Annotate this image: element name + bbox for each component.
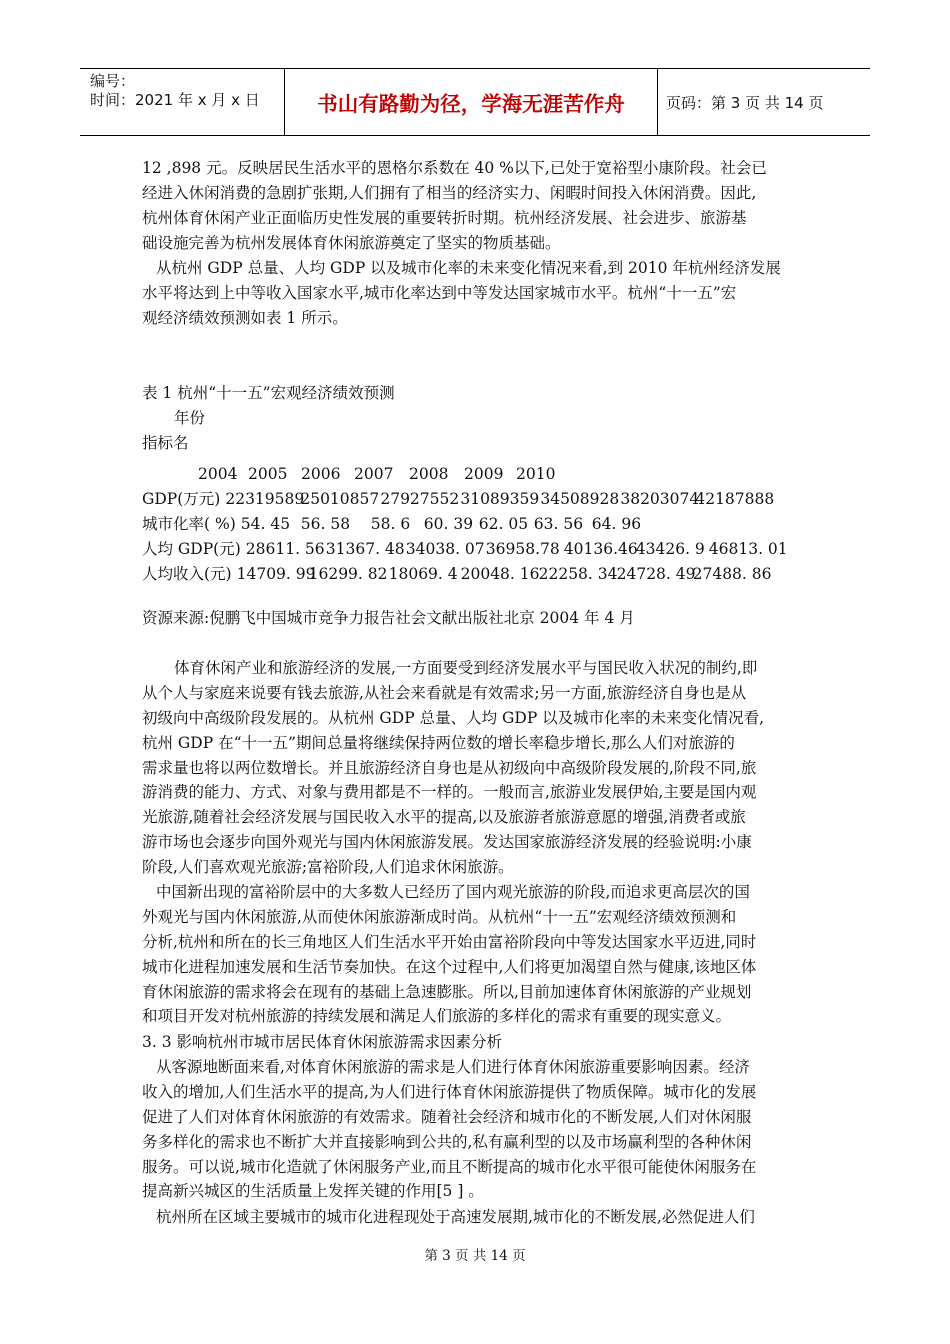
page-footer: 第 3 页 共 14 页 [424,1248,526,1264]
table-cell: 25010857 [300,489,380,508]
text-line: 光旅游,随着社会经济发展与国民收入水平的提高,以及旅游者旅游意愿的增强,消费者或旅 [142,808,746,827]
table-cell: 63. 56 [533,514,584,533]
page-header [80,68,870,136]
table-cell: 64. 96 [591,514,642,533]
table-source [142,606,812,631]
document-date-label: 时间：2021 年 x 月 x 日 [90,91,260,109]
table-cell: 34038. 07 [405,539,485,558]
header-page-label: 页码：第 3 页 共 14 页 [666,93,824,112]
table-cell: 31089359 [460,489,540,508]
text-line: 初级向中高级阶段发展的。从杭州 GDP 总量、人均 GDP 以及城市化率的未来变化情况看, [142,708,765,727]
text-line: 体育休闲产业和旅游经济的发展,一方面要受到经济发展水平与国民收入状况的制约,即 [174,659,758,677]
row-label: 人均收入(元) [142,564,232,583]
text-line: 从个人与家庭来说要有钱去旅游,从社会来看就是有效需求;另一方面,旅游经济自身也是从 [142,683,747,702]
table-cell: 34508928 [540,489,620,508]
table-cell: 31367. 48 [325,539,405,558]
paragraph-1 [142,156,812,256]
year-cell: 2007 [354,464,394,483]
text-line: 中国新出现的富裕阶层中的大多数人已经历了国内观光旅游的阶段,而追求更高层次的国 [156,883,750,901]
table-cell: 20048. 16 [460,564,540,583]
table-cell: 24728. 49 [616,564,696,583]
text-line: 外观光与国内休闲旅游,从而使休闲旅游渐成时尚。从杭州“十一五”宏观经济绩效预测和 [142,907,737,926]
table-cell: 60. 39 [423,514,474,533]
text-line: 杭州所在区域主要城市的城市化进程现处于高速发展期,城市化的不断发展,必然促进人们 [156,1208,755,1226]
paragraph-6 [142,1205,812,1230]
table-cell: 22319589 [225,489,305,508]
text-line: 观经济绩效预测如表 1 所示。 [142,308,348,327]
table-cell: 16299. 82 [308,564,388,583]
year-cell: 2008 [409,464,449,483]
table-header-indicator: 指标名 [142,433,189,452]
row-label: GDP(万元) [142,489,221,508]
table-cell: 58. 6 [370,514,411,533]
header-motto: 书山有路勤为径，学海无涯苦作舟 [284,69,658,135]
paragraph-2 [142,256,812,331]
text-line: 游市场也会逐步向国外观光与国内休闲旅游发展。发达国家旅游经济发展的经验说明:小康 [142,833,752,852]
paragraph-3 [142,656,812,880]
table-cell: 56. 58 [300,514,351,533]
table-cell: 28611. 56 [245,539,325,558]
year-cell: 2010 [516,464,556,483]
text-line: 需求量也将以两位数增长。并且旅游经济自身也是从初级向中高级阶段发展的,阶段不同,旅 [142,758,757,777]
table-row [142,562,812,587]
paragraph-4 [142,880,812,1029]
text-line: 阶段,人们喜欢观光旅游;富裕阶段,人们追求休闲旅游。 [142,858,514,877]
section-title: 3. 3 影响杭州市城市居民体育休闲旅游需求因素分析 [142,1033,503,1051]
text-line: 游消费的能力、方式、对象与费用都是不一样的。一般而言,旅游业发展伊始,主要是国内观 [142,783,757,802]
text-line: 务多样化的需求也不断扩大并直接影响到公共的,私有赢利型的以及市场赢利型的各种休闲 [142,1132,752,1151]
table-year-row [142,462,812,487]
text-line: 从客源地断面来看,对体育休闲旅游的需求是人们进行体育休闲旅游重要影响因素。经济 [156,1058,750,1076]
table-cell: 38203074 [620,489,700,508]
text-line: 12 ,898 元。反映居民生活水平的恩格尔系数在 40 %以下,已处于宽裕型小康阶段。社会已 [142,159,767,177]
text-line: 收入的增加,人们生活水平的提高,为人们进行体育休闲旅游提供了物质保障。城市化的发展 [142,1082,757,1101]
text-line: 杭州体育休闲产业正面临历史性发展的重要转折时期。杭州经济发展、社会进步、旅游基 [142,208,747,227]
document-number-label: 编号： [90,72,136,90]
header-meta-cell [80,69,284,138]
table-1 [142,381,812,587]
text-line: 城市化进程加速发展和生活节奏加快。在这个过程中,人们将更加渴望自然与健康,该地区体 [142,957,757,976]
table-cell: 22258. 34 [538,564,618,583]
table-cell: 27488. 86 [692,564,772,583]
text-line: 和项目开发对杭州旅游的持续发展和满足人们旅游的多样化的需求有重要的现实意义。 [142,1007,732,1026]
table-row [142,512,812,537]
table-cell: 43426. 9 [635,539,705,558]
text-line: 服务。可以说,城市化造就了休闲服务产业,而且不断提高的城市化水平很可能使休闲服务在 [142,1157,757,1176]
table-row [142,487,812,512]
text-line: 经进入休闲消费的急剧扩张期,人们拥有了相当的经济实力、闲暇时间投入休闲消费。因此, [142,183,757,202]
row-label: 人均 GDP(元) [142,539,241,558]
section-heading [142,1030,812,1055]
table-cell: 42187888 [695,489,775,508]
table-cell: 54. 45 [240,514,291,533]
text-line: 础设施完善为杭州发展体育休闲旅游奠定了坚实的物质基础。 [142,233,561,252]
year-cell: 2005 [248,464,288,483]
table-cell: 27927552 [380,489,460,508]
table-cell: 36958.78 [485,539,560,558]
table-cell: 14709. 99 [236,564,316,583]
text-line: 提高新兴城区的生活质量上发挥关键的作用[5 ] 。 [142,1182,484,1201]
text-line: 杭州 GDP 在“十一五”期间总量将继续保持两位数的增长率稳步增长,那么人们对旅游的 [142,733,735,752]
row-label: 城市化率( %) [142,514,236,533]
year-cell: 2006 [301,464,341,483]
year-cell: 2009 [464,464,504,483]
table-caption: 表 1 杭州“十一五”宏观经济绩效预测 [142,384,395,402]
table-cell: 62. 05 [478,514,529,533]
text-line: 育休闲旅游的需求将会在现有的基础上急速膨胀。所以,目前加速体育休闲旅游的产业规划 [142,982,752,1001]
source-note: 资源来源:倪鹏飞中国城市竞争力报告社会文献出版社北京 2004 年 4 月 [142,609,635,627]
text-line: 促进了人们对体育休闲旅游的有效需求。随着社会经济和城市化的不断发展,人们对休闲服 [142,1107,752,1126]
paragraph-5 [142,1055,812,1204]
table-row [142,537,812,562]
table-header-year: 年份 [174,408,206,427]
table-cell: 40136.46 [563,539,638,558]
table-cell: 46813. 01 [708,539,788,558]
year-cell: 2004 [198,464,238,483]
text-line: 分析,杭州和所在的长三角地区人们生活水平开始由富裕阶段向中等发达国家水平迈进,同时 [142,932,757,951]
text-line: 从杭州 GDP 总量、人均 GDP 以及城市化率的未来变化情况来看,到 2010 年杭州经济发展 [156,259,781,277]
text-line: 水平将达到上中等收入国家水平,城市化率达到中等发达国家城市水平。杭州“十一五”宏 [142,283,737,302]
table-cell: 18069. 4 [388,564,458,583]
